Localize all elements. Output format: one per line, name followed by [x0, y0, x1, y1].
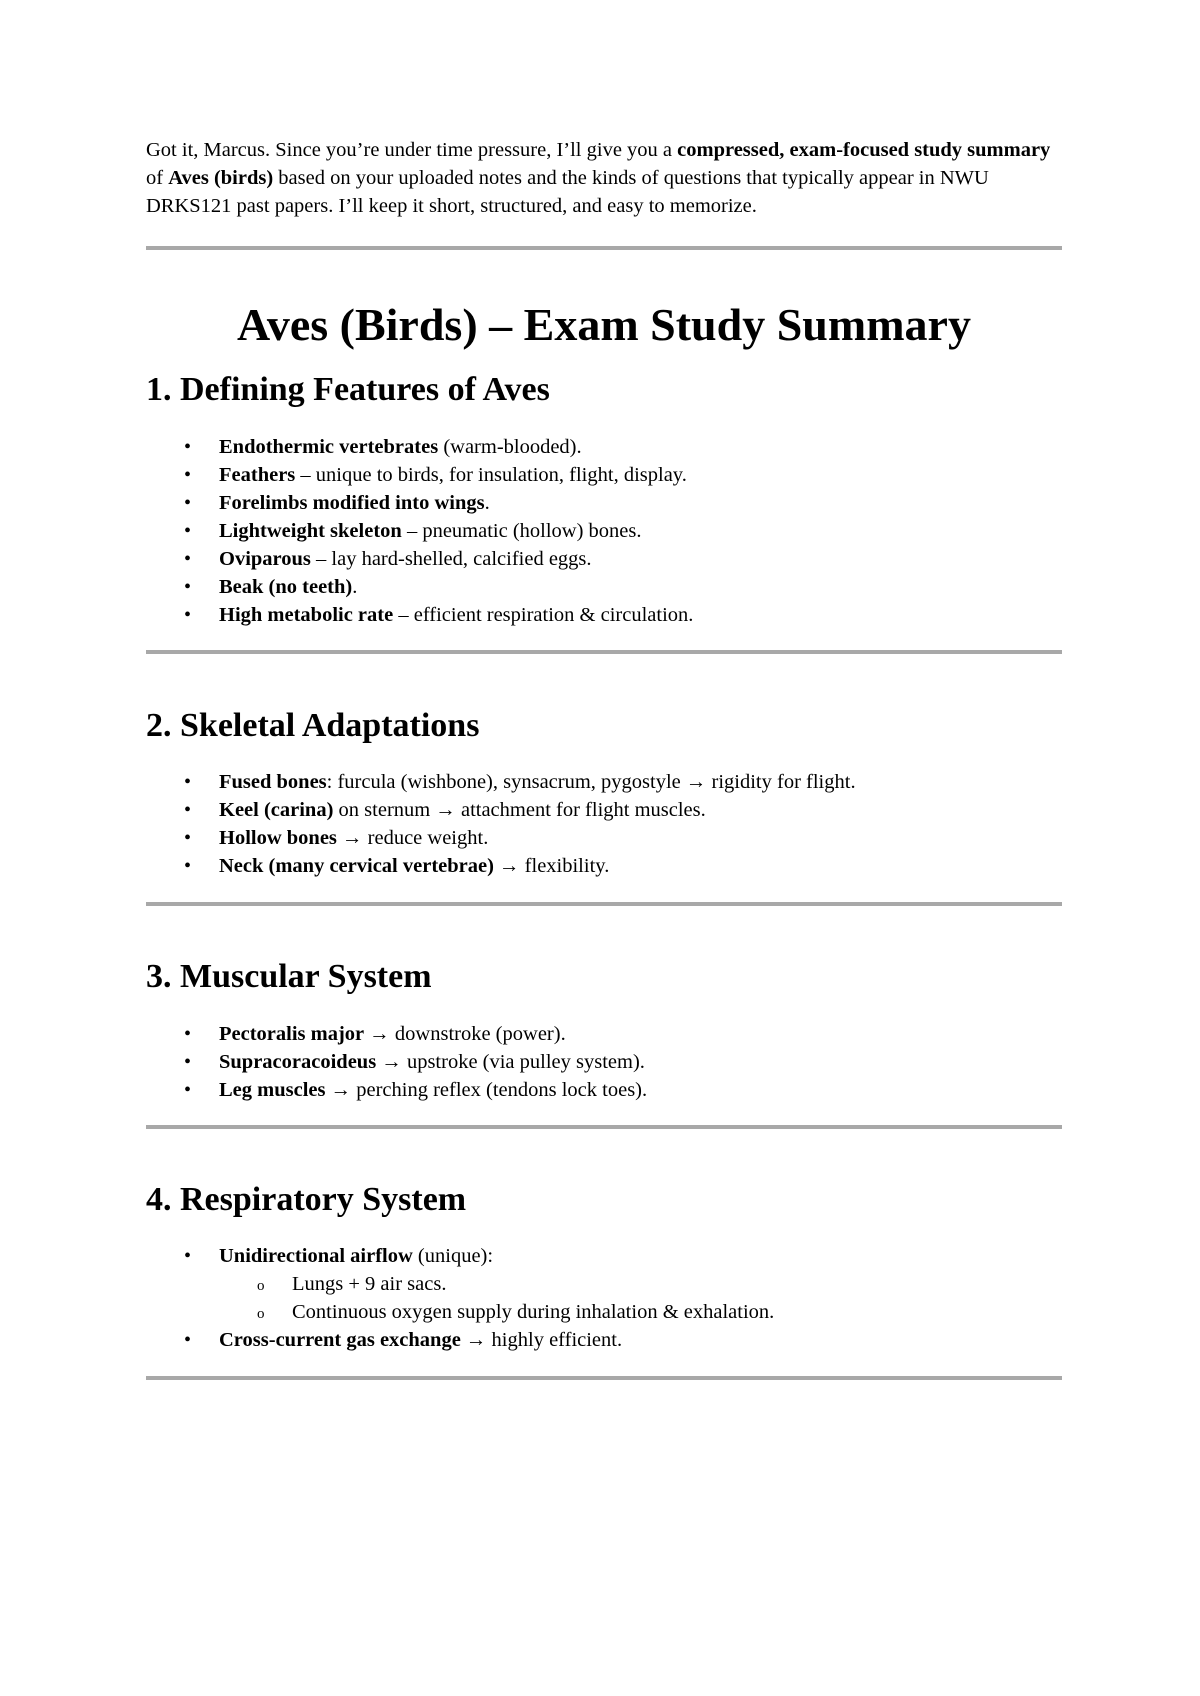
- list-item: [146, 796, 1062, 824]
- item-text: – lay hard-shelled, calcified eggs.: [310, 548, 592, 570]
- item-text: → highly efficient.: [460, 1329, 623, 1351]
- list-item: [146, 489, 1062, 517]
- bullet-list: [146, 768, 1062, 880]
- list-item: [146, 433, 1062, 461]
- divider: [146, 902, 1062, 906]
- item-term: Cross-current gas exchange: [219, 1329, 461, 1351]
- list-item: [146, 768, 1062, 796]
- item-text: – unique to birds, for insulation, flight, display.: [295, 464, 687, 486]
- item-text: → downstroke (power).: [364, 1023, 566, 1045]
- list-item: [146, 1326, 1062, 1354]
- item-term: Beak (no teeth): [219, 576, 353, 598]
- intro-bold-1: compressed, exam-focused study summary: [677, 139, 1051, 161]
- item-term: Supracoracoideus: [219, 1051, 377, 1073]
- item-text: (warm-blooded).: [438, 436, 582, 458]
- divider: [146, 246, 1062, 250]
- item-term: Endothermic vertebrates: [219, 436, 439, 458]
- list-item: [146, 1242, 1062, 1326]
- intro-text-2: of: [146, 167, 169, 189]
- item-text: → reduce weight.: [336, 827, 489, 849]
- item-term: Fused bones: [219, 771, 327, 793]
- sub-bullet-list: [219, 1270, 1062, 1326]
- bullet-list: [146, 1242, 1062, 1354]
- item-term: Keel (carina): [219, 799, 334, 821]
- item-text: → perching reflex (tendons lock toes).: [325, 1079, 648, 1101]
- section-heading: 1. Defining Features of Aves: [146, 371, 550, 408]
- sub-list-item: o Lungs + 9 air sacs.: [219, 1270, 1062, 1298]
- document-title: Aves (Birds) – Exam Study Summary: [237, 299, 971, 350]
- item-term: Unidirectional airflow: [219, 1245, 413, 1267]
- item-term: Forelimbs modified into wings: [219, 492, 485, 514]
- item-term: Leg muscles: [219, 1079, 326, 1101]
- item-text: (unique):: [412, 1245, 494, 1267]
- section-heading: 2. Skeletal Adaptations: [146, 707, 480, 744]
- item-text: → upstroke (via pulley system).: [376, 1051, 645, 1073]
- divider: [146, 1125, 1062, 1129]
- sub-list-item: o Continuous oxygen supply during inhalation & exhalation.: [219, 1298, 1062, 1326]
- intro-paragraph: [146, 136, 1062, 220]
- list-item: [146, 1020, 1062, 1048]
- list-item: [146, 1048, 1062, 1076]
- intro-text-3: based on your uploaded notes and the kinds of questions that typically appear in NWU DRKS121 past papers. I’ll keep it short, structured, and easy to memorize.: [146, 167, 989, 217]
- item-text: : furcula (wishbone), synsacrum, pygostyle → rigidity for flight.: [326, 771, 856, 793]
- list-item: [146, 573, 1062, 601]
- item-term: Hollow bones: [219, 827, 337, 849]
- item-text: – pneumatic (hollow) bones.: [401, 520, 642, 542]
- bullet-list: [146, 433, 1062, 629]
- list-item: [146, 461, 1062, 489]
- document-page: [146, 136, 1062, 1380]
- item-text: .: [484, 492, 490, 514]
- item-text: → flexibility.: [493, 855, 610, 877]
- item-term: Neck (many cervical vertebrae): [219, 855, 494, 877]
- section-heading: 4. Respiratory System: [146, 1181, 467, 1218]
- intro-text-1: Got it, Marcus. Since you’re under time pressure, I’ll give you a: [146, 139, 678, 161]
- divider: [146, 1376, 1062, 1380]
- item-text: – efficient respiration & circulation.: [393, 604, 694, 626]
- intro-bold-2: Aves (birds): [168, 167, 274, 189]
- item-text: .: [352, 576, 358, 598]
- item-term: High metabolic rate: [219, 604, 394, 626]
- list-item: [146, 824, 1062, 852]
- list-item: [146, 852, 1062, 880]
- section-heading: 3. Muscular System: [146, 958, 432, 995]
- list-item: [146, 1076, 1062, 1104]
- item-term: Oviparous: [219, 548, 311, 570]
- list-item: [146, 517, 1062, 545]
- list-item: [146, 601, 1062, 629]
- item-term: Feathers: [219, 464, 296, 486]
- list-item: [146, 545, 1062, 573]
- item-term: Pectoralis major: [219, 1023, 365, 1045]
- item-term: Lightweight skeleton: [219, 520, 402, 542]
- item-text: on sternum → attachment for flight muscles.: [333, 799, 706, 821]
- bullet-list: [146, 1020, 1062, 1104]
- divider: [146, 650, 1062, 654]
